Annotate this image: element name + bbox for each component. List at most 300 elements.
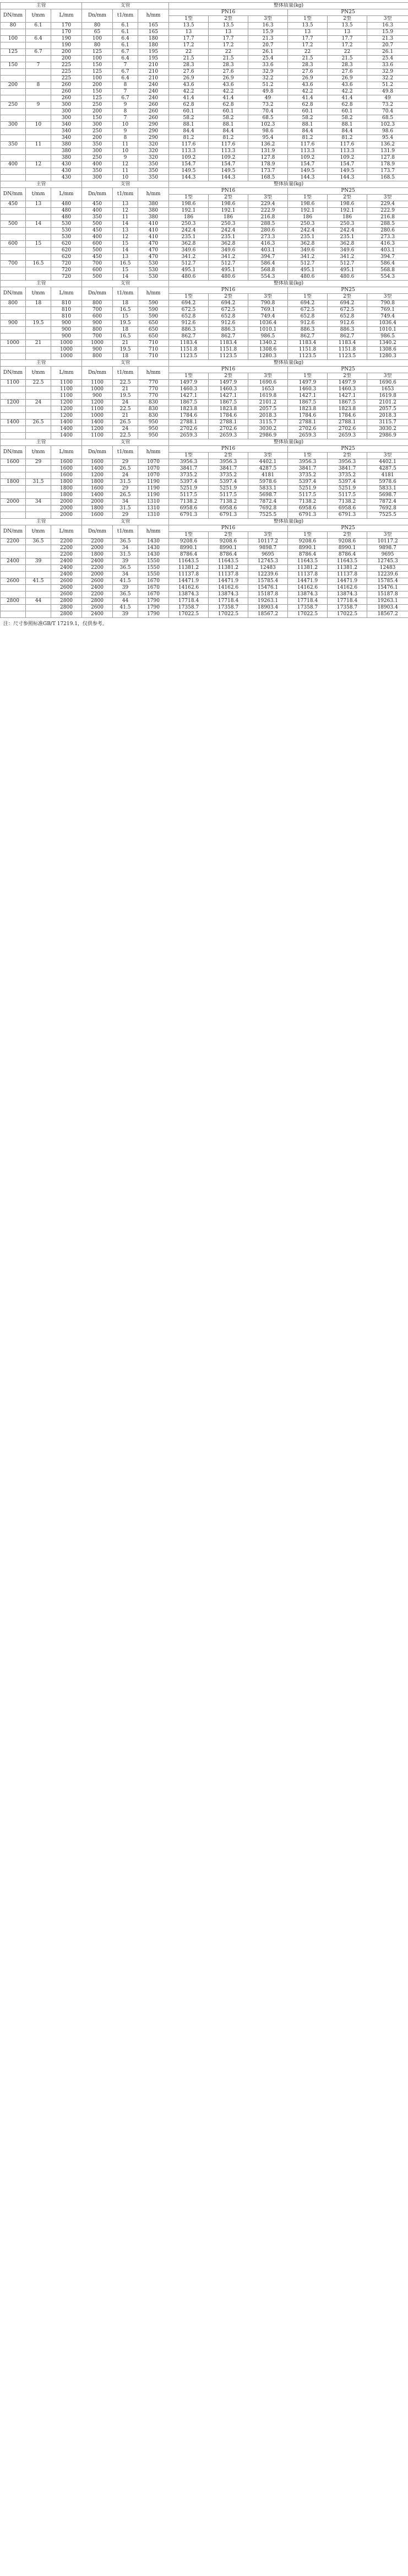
table-cell: 950 — [138, 433, 169, 439]
table-cell: 6.7 — [26, 49, 51, 56]
header-main-pipe: 主管 — [1, 439, 82, 446]
table-cell: 1430 — [138, 539, 169, 545]
table-cell: 9208.6 — [328, 539, 367, 545]
table-cell: 1600 — [82, 512, 113, 519]
table-cell: 222.9 — [248, 208, 288, 214]
table-cell: 672.5 — [288, 307, 328, 314]
table-cell: 25.4 — [367, 56, 408, 62]
table-cell: 8786.4 — [169, 552, 209, 558]
table-cell: 21.5 — [328, 56, 367, 62]
header-type: 2型 — [209, 16, 248, 23]
table-cell: 41.5 — [113, 578, 138, 585]
table-cell: 17022.5 — [288, 611, 328, 618]
table-cell: 3115.7 — [367, 420, 408, 426]
table-cell: 15 — [113, 314, 138, 320]
table-cell: 3956.3 — [169, 459, 209, 466]
table-cell: 1190 — [138, 486, 169, 492]
table-cell: 2000 — [1, 499, 26, 505]
table-cell: 13.5 — [169, 23, 209, 29]
table-cell: 1784.6 — [328, 413, 367, 420]
table-cell: 1123.5 — [209, 353, 248, 360]
table-cell: 100 — [1, 36, 26, 42]
table-cell: 27.6 — [169, 69, 209, 76]
table-cell: 1427.1 — [328, 393, 367, 400]
table-cell: 11 — [113, 214, 138, 221]
table-cell: 8 — [113, 82, 138, 89]
table-cell: 62.8 — [169, 102, 209, 109]
table-cell: 62.8 — [328, 102, 367, 109]
table-cell: 225 — [51, 76, 82, 82]
table-cell — [26, 29, 51, 36]
header-row — [1, 3, 408, 9]
table-cell: 149.5 — [209, 168, 248, 175]
table-cell — [26, 353, 51, 360]
table-cell — [26, 545, 51, 552]
table-cell — [1, 42, 26, 49]
table-row — [1, 175, 408, 181]
table-row — [1, 486, 408, 492]
table-cell: 1790 — [138, 605, 169, 611]
table-cell: 70.4 — [367, 109, 408, 115]
table-cell: 29 — [113, 459, 138, 466]
table-cell: 250 — [82, 155, 113, 162]
table-cell: 4181 — [248, 472, 288, 479]
table-cell: 260 — [138, 109, 169, 115]
table-row — [1, 95, 408, 102]
table-cell: 2400 — [82, 611, 113, 618]
header-row — [1, 181, 408, 188]
table-cell: 1497.9 — [169, 380, 209, 386]
table-cell: 235.1 — [169, 234, 209, 241]
table-cell: 1800 — [51, 486, 82, 492]
table-cell: 95.4 — [367, 135, 408, 142]
table-cell: 349.6 — [169, 248, 209, 254]
table-cell: 6958.6 — [209, 505, 248, 512]
table-cell: 2788.1 — [169, 420, 209, 426]
table-cell — [26, 95, 51, 102]
table-cell: 9898.7 — [248, 545, 288, 552]
table-cell: 2702.6 — [288, 426, 328, 433]
table-cell: 900 — [1, 320, 26, 327]
header-t: t/mm — [26, 367, 51, 380]
table-cell: 42.2 — [328, 89, 367, 95]
table-cell: 9208.6 — [169, 539, 209, 545]
table-cell: 29 — [113, 512, 138, 519]
table-cell: 1200 — [51, 400, 82, 406]
header-branch-pipe: 支管 — [82, 3, 169, 9]
table-cell: 3030.2 — [367, 426, 408, 433]
table-cell — [1, 386, 26, 393]
table-row — [1, 135, 408, 142]
table-cell: 1010.1 — [367, 327, 408, 334]
table-cell: 694.2 — [288, 300, 328, 307]
table-cell — [26, 76, 51, 82]
table-cell: 17718.4 — [288, 598, 328, 605]
table-cell: 2400 — [51, 558, 82, 565]
header-type: 3型 — [367, 373, 408, 380]
table-cell: 8990.1 — [169, 545, 209, 552]
table-cell: 2600 — [51, 578, 82, 585]
table-cell: 5117.5 — [288, 492, 328, 499]
table-cell: 12483 — [367, 565, 408, 572]
table-row — [1, 380, 408, 386]
table-cell: 320 — [138, 155, 169, 162]
table-cell: 14 — [113, 248, 138, 254]
table-row — [1, 162, 408, 168]
table-cell — [1, 29, 26, 36]
table-cell: 43.6 — [169, 82, 209, 89]
table-cell — [26, 135, 51, 142]
table-row — [1, 512, 408, 519]
table-cell — [1, 248, 26, 254]
table-row — [1, 314, 408, 320]
table-cell: 192.1 — [328, 208, 367, 214]
table-cell: 1070 — [138, 466, 169, 472]
table-cell: 113.3 — [209, 148, 248, 155]
table-cell: 1867.5 — [209, 400, 248, 406]
table-cell: 290 — [138, 122, 169, 128]
header-type: 2型 — [209, 294, 248, 300]
table-cell: 34 — [26, 499, 51, 505]
table-cell: 1600 — [51, 466, 82, 472]
table-cell: 530 — [51, 234, 82, 241]
table-cell: 590 — [138, 314, 169, 320]
table-row — [1, 578, 408, 585]
table-cell: 2000 — [82, 545, 113, 552]
header-weight: 整体质量(kg) — [169, 181, 408, 188]
table-cell: 8990.1 — [209, 545, 248, 552]
header-type: 3型 — [367, 16, 408, 23]
table-cell: 1790 — [138, 598, 169, 605]
table-cell — [26, 175, 51, 181]
header-branch-dn: Dn/mm — [82, 367, 113, 380]
table-cell: 19263.1 — [367, 598, 408, 605]
table-cell: 109.2 — [209, 155, 248, 162]
table-cell: 14471.9 — [288, 578, 328, 585]
header-t: t/mm — [26, 525, 51, 539]
table-cell — [1, 128, 26, 135]
table-cell: 2788.1 — [209, 420, 248, 426]
table-cell — [1, 115, 26, 122]
table-row — [1, 228, 408, 234]
table-cell: 1123.5 — [169, 353, 209, 360]
header-h: h/mm — [138, 446, 169, 459]
table-row — [1, 56, 408, 62]
table-cell: 1670 — [138, 591, 169, 598]
header-row — [1, 360, 408, 367]
table-cell: 652.8 — [328, 314, 367, 320]
table-cell: 3030.2 — [248, 426, 288, 433]
table-cell: 986.5 — [367, 334, 408, 340]
header-branch-pipe: 支管 — [82, 439, 169, 446]
table-cell: 250.3 — [288, 221, 328, 228]
table-cell: 1690.6 — [248, 380, 288, 386]
table-cell — [26, 347, 51, 353]
table-cell: 27.6 — [209, 69, 248, 76]
table-cell: 250.3 — [328, 221, 367, 228]
table-cell: 6.4 — [26, 36, 51, 42]
table-row — [1, 128, 408, 135]
header-branch-pipe: 支管 — [82, 360, 169, 367]
table-cell: 11643.5 — [209, 558, 248, 565]
table-cell: 16.5 — [113, 334, 138, 340]
table-cell: 41.4 — [209, 95, 248, 102]
table-cell: 186 — [209, 214, 248, 221]
table-cell: 68.5 — [248, 115, 288, 122]
table-cell: 60.1 — [209, 109, 248, 115]
table-cell: 2200 — [82, 591, 113, 598]
table-cell: 8786.4 — [288, 552, 328, 558]
table-cell: 6.1 — [113, 42, 138, 49]
table-cell: 400 — [82, 162, 113, 168]
table-cell: 24 — [113, 400, 138, 406]
table-row — [1, 89, 408, 95]
table-cell: 2200 — [82, 539, 113, 545]
table-cell: 886.3 — [169, 327, 209, 334]
header-type: 3型 — [248, 373, 288, 380]
table-cell: 29 — [26, 459, 51, 466]
table-cell: 1000 — [82, 340, 113, 347]
table-cell — [26, 69, 51, 76]
table-cell: 84.4 — [169, 128, 209, 135]
table-cell: 1800 — [82, 479, 113, 486]
table-row — [1, 327, 408, 334]
table-row — [1, 413, 408, 420]
table-cell: 480.6 — [328, 274, 367, 281]
table-cell: 14162.6 — [328, 585, 367, 591]
table-cell: 600 — [82, 314, 113, 320]
table-cell: 672.5 — [209, 307, 248, 314]
table-cell: 84.4 — [328, 128, 367, 135]
table-cell: 26.1 — [367, 49, 408, 56]
table-cell: 1100 — [82, 406, 113, 413]
table-cell: 1600 — [51, 472, 82, 479]
table-row — [1, 334, 408, 340]
header-h: h/mm — [138, 188, 169, 201]
table-cell: 1823.8 — [169, 406, 209, 413]
table-cell: 350 — [138, 168, 169, 175]
table-cell — [26, 234, 51, 241]
table-cell: 198.6 — [169, 201, 209, 208]
table-cell: 225 — [51, 62, 82, 69]
table-cell: 95.4 — [248, 135, 288, 142]
table-cell: 862.7 — [288, 334, 328, 340]
table-cell — [26, 591, 51, 598]
table-cell: 349.6 — [328, 248, 367, 254]
table-cell: 1310 — [138, 505, 169, 512]
table-cell — [26, 148, 51, 155]
table-cell — [26, 433, 51, 439]
table-cell: 770 — [138, 380, 169, 386]
table-cell: 1100 — [1, 380, 26, 386]
table-cell: 1427.1 — [169, 393, 209, 400]
table-cell: 154.7 — [288, 162, 328, 168]
table-cell: 410 — [138, 221, 169, 228]
table-cell: 6791.3 — [169, 512, 209, 519]
table-cell: 22 — [328, 49, 367, 56]
table-cell: 720 — [51, 261, 82, 267]
table-cell: 950 — [138, 420, 169, 426]
table-row — [1, 23, 408, 29]
table-cell: 530 — [51, 228, 82, 234]
table-cell: 3841.7 — [209, 466, 248, 472]
table-cell: 2788.1 — [288, 420, 328, 426]
table-cell: 886.3 — [209, 327, 248, 334]
table-cell: 12 — [113, 162, 138, 168]
table-row — [1, 459, 408, 466]
table-cell: 350 — [138, 162, 169, 168]
table-cell: 1497.9 — [328, 380, 367, 386]
table-cell: 178.9 — [367, 162, 408, 168]
table-cell: 11137.8 — [328, 572, 367, 578]
table-cell: 39 — [113, 611, 138, 618]
table-cell: 350 — [82, 168, 113, 175]
table-cell: 394.7 — [248, 254, 288, 261]
table-row — [1, 234, 408, 241]
table-cell: 154.7 — [209, 162, 248, 168]
header-dn: DN/mm — [1, 446, 26, 459]
header-type: 1型 — [288, 453, 328, 459]
table-cell: 4287.5 — [248, 466, 288, 472]
table-cell: 720 — [51, 274, 82, 281]
table-row — [1, 168, 408, 175]
table-cell: 88.1 — [288, 122, 328, 128]
table-cell: 44 — [26, 598, 51, 605]
table-row — [1, 214, 408, 221]
table-cell: 1800 — [51, 492, 82, 499]
table-cell: 341.2 — [209, 254, 248, 261]
table-cell: 790.8 — [367, 300, 408, 307]
table-cell: 320 — [138, 142, 169, 148]
table-cell: 80 — [1, 23, 26, 29]
table-cell: 554.3 — [367, 274, 408, 281]
header-l: L/mm — [51, 367, 82, 380]
table-cell: 1200 — [51, 413, 82, 420]
table-row — [1, 492, 408, 499]
table-cell: 341.2 — [288, 254, 328, 261]
table-cell: 58.2 — [209, 115, 248, 122]
table-cell: 830 — [138, 406, 169, 413]
table-row — [1, 598, 408, 605]
table-cell: 31.5 — [113, 552, 138, 558]
table-cell: 700 — [1, 261, 26, 267]
table-cell: 192.1 — [169, 208, 209, 214]
table-cell: 15.9 — [367, 29, 408, 36]
table-cell: 2800 — [82, 598, 113, 605]
table-cell: 1550 — [138, 572, 169, 578]
table-cell: 18 — [26, 300, 51, 307]
header-type: 1型 — [288, 373, 328, 380]
table-cell: 113.3 — [288, 148, 328, 155]
table-cell: 26.9 — [328, 76, 367, 82]
table-row — [1, 36, 408, 42]
table-cell — [1, 505, 26, 512]
table-cell: 16.3 — [248, 23, 288, 29]
table-cell: 14162.6 — [209, 585, 248, 591]
table-cell: 430 — [51, 168, 82, 175]
header-t: t/mm — [26, 188, 51, 201]
table-cell: 1280.3 — [248, 353, 288, 360]
header-dn: DN/mm — [1, 9, 26, 23]
table-cell: 149.5 — [288, 168, 328, 175]
table-cell: 950 — [138, 426, 169, 433]
table-cell: 32.9 — [367, 69, 408, 76]
table-cell: 5397.4 — [288, 479, 328, 486]
table-cell: 512.7 — [169, 261, 209, 267]
table-cell: 1000 — [51, 353, 82, 360]
table-cell: 1100 — [51, 386, 82, 393]
table-cell: 173.7 — [367, 168, 408, 175]
table-cell: 4402.1 — [367, 459, 408, 466]
table-cell: 830 — [138, 413, 169, 420]
table-cell: 341.2 — [169, 254, 209, 261]
table-cell — [1, 254, 26, 261]
table-cell: 26.1 — [248, 49, 288, 56]
table-cell — [26, 56, 51, 62]
table-cell: 480 — [51, 208, 82, 214]
table-cell: 650 — [138, 327, 169, 334]
header-pn25: PN25 — [288, 525, 408, 532]
header-row — [1, 446, 408, 453]
table-cell: 131.9 — [248, 148, 288, 155]
table-cell: 1790 — [138, 611, 169, 618]
table-cell: 6.1 — [26, 23, 51, 29]
table-cell: 512.7 — [288, 261, 328, 267]
table-cell: 530 — [51, 221, 82, 228]
table-cell: 6958.6 — [169, 505, 209, 512]
table-row — [1, 300, 408, 307]
table-cell: 710 — [138, 347, 169, 353]
table-cell: 1200 — [51, 406, 82, 413]
table-cell: 28.3 — [209, 62, 248, 69]
table-cell: 6.1 — [113, 23, 138, 29]
table-cell — [26, 115, 51, 122]
table-cell: 1670 — [138, 578, 169, 585]
table-cell — [26, 512, 51, 519]
table-cell: 530 — [138, 274, 169, 281]
table-cell: 60.1 — [328, 109, 367, 115]
table-cell: 2200 — [1, 539, 26, 545]
table-cell — [26, 267, 51, 274]
table-row — [1, 545, 408, 552]
table-row — [1, 320, 408, 327]
table-cell: 1600 — [1, 459, 26, 466]
table-cell: 1600 — [51, 459, 82, 466]
table-cell: 652.8 — [288, 314, 328, 320]
table-cell — [1, 314, 26, 320]
table-cell: 1000 — [1, 340, 26, 347]
table-cell: 260 — [138, 102, 169, 109]
table-cell: 195 — [138, 56, 169, 62]
table-cell: 31.5 — [26, 479, 51, 486]
table-cell: 470 — [138, 241, 169, 248]
table-cell — [26, 248, 51, 254]
table-cell: 2600 — [51, 591, 82, 598]
table-cell: 6.7 — [113, 49, 138, 56]
table-cell: 88.1 — [328, 122, 367, 128]
table-cell: 18 — [113, 327, 138, 334]
table-cell: 15 — [113, 267, 138, 274]
table-cell — [1, 591, 26, 598]
header-type: 1型 — [288, 195, 328, 201]
table-cell: 912.6 — [328, 320, 367, 327]
table-cell: 154.7 — [169, 162, 209, 168]
table-cell: 14 — [113, 221, 138, 228]
table-cell — [1, 228, 26, 234]
table-cell: 18903.4 — [367, 605, 408, 611]
table-cell: 912.6 — [209, 320, 248, 327]
table-cell: 17022.5 — [169, 611, 209, 618]
